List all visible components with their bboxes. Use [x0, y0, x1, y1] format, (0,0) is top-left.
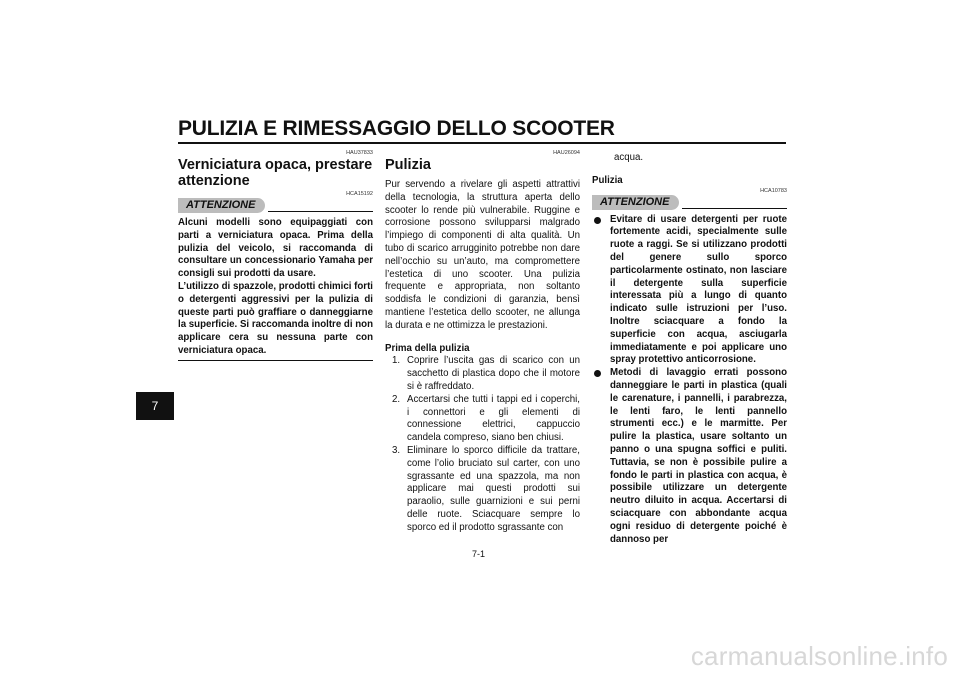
step-text: Coprire l’uscita gas di scarico con un sacchetto di plastica dopo che il motore si è raffreddato. — [407, 355, 580, 392]
caution-rule — [268, 211, 373, 212]
caution-paragraph: Alcuni modelli sono equipaggiati con parti a verniciatura opaca. Prima della pulizia del veicolo, si raccomanda di consultare un concessionario Yamaha per consigli sui prodotti da usare. — [178, 217, 373, 280]
caution-rule — [682, 208, 787, 209]
intro-paragraph: Pur servendo a rivelare gli aspetti attrattivi della tecnologia, la struttura aperta dello scooter lo rende più vulnerabile. Ruggine e corrosione possono svilupparsi malgrado l’impiego di componenti di alta qualità. Un tubo di scarico arrugginito potrebbe non dare nell’occhio su un’auto, ma compromettere l’estetica di uno scooter. Una pulizia frequente e appropriata, non soltanto soddisfa le condizioni di garanzia, bensì mantiene l’estetica dello scooter, ne allunga la durata e ne ottimizza le prestazioni. — [385, 179, 580, 331]
step-number: 2. — [392, 393, 401, 405]
caution-label: ATTENZIONE — [592, 195, 679, 210]
section-heading: Verniciatura opaca, prestare attenzione — [178, 157, 373, 189]
list-item — [592, 214, 787, 368]
subheading: Prima della pulizia — [385, 342, 470, 354]
section-code: HAU37833 — [346, 150, 373, 156]
section-heading: Pulizia — [385, 157, 431, 173]
list-item — [385, 445, 580, 535]
bullet-text: Metodi di lavaggio errati possono danneggiare le parti in plastica (quali le carenature, i pannelli, i parabrezza, le lenti faro, le lenti pannello strumenti ecc.) e le marmitte. Per pulire la plastica, usare soltanto un panno o una spugna soffici e puliti. Tuttavia, se non è possibile pulire a fondo le parti in plastica con acqua, è possibile utilizzare un detergente neutro diluito in acqua. Accertarsi di sciacquare con abbondante acqua ogni residuo di detergente poiché è dannoso per — [610, 367, 787, 545]
list-item — [592, 367, 787, 546]
step-number: 1. — [392, 355, 401, 367]
list-item — [385, 394, 580, 445]
caution-header — [178, 198, 373, 214]
continued-text: acqua. — [614, 152, 644, 163]
list-item — [385, 355, 580, 393]
caution-bullets — [592, 214, 787, 547]
subheading: Pulizia — [592, 174, 623, 186]
column-2 — [385, 150, 580, 535]
bullet-text: Evitare di usare detergenti per ruote fortemente acidi, specialmente sulle ruote a raggi. Se si utilizzano prodotti del genere sullo sporco particolarmente ostinato, non lasciare il detergente sulla superficie interessata più a lungo di quanto indicato sulle istruzioni per l’uso. Inoltre sciacquare a fondo la superficie con acqua, asciugarla immediatamente e poi applicare uno spray protettivo anticorrosione. — [610, 213, 787, 366]
page-number: 7-1 — [472, 549, 486, 559]
bullet-icon — [594, 217, 601, 224]
step-text: Eliminare lo sporco difficile da trattare, come l’olio bruciato sul carter, con uno sgrassante ed una spazzola, ma non applicare mai questi prodotti sui paraolio, sulle guarnizioni e sui perni delle ruote. Sciacquare sempre lo sporco ed il prodotto sgrassante con — [407, 444, 580, 533]
caution-end-rule — [178, 360, 373, 361]
column-1 — [178, 150, 373, 361]
bullet-icon — [594, 370, 601, 377]
title-rule — [178, 142, 786, 144]
step-text: Accertarsi che tutti i tappi ed i coperchi, i connettori e gli elementi di connessione elettrici, cappuccio candela compreso, siano ben chiusi. — [407, 393, 580, 444]
caution-header — [592, 195, 787, 211]
caution-label: ATTENZIONE — [178, 198, 265, 213]
caution-paragraph: L’utilizzo di spazzole, prodotti chimici forti o detergenti aggressivi per la pulizia di queste parti può graffiare o danneggiarne la superficie. Si raccomanda inoltre di non applicare cera su nessuna parte con verniciatura opaca. — [178, 280, 373, 356]
caution-code: HCA15192 — [346, 191, 373, 197]
chapter-tab: 7 — [136, 392, 174, 420]
steps-list — [385, 355, 580, 534]
caution-code: HCA10783 — [760, 187, 787, 194]
section-code: HAU26094 — [553, 150, 580, 156]
page-title: PULIZIA E RIMESSAGGIO DELLO SCOOTER — [178, 117, 615, 140]
watermark: carmanualsonline.info — [690, 641, 948, 671]
column-3 — [592, 150, 787, 546]
step-number: 3. — [392, 444, 401, 456]
